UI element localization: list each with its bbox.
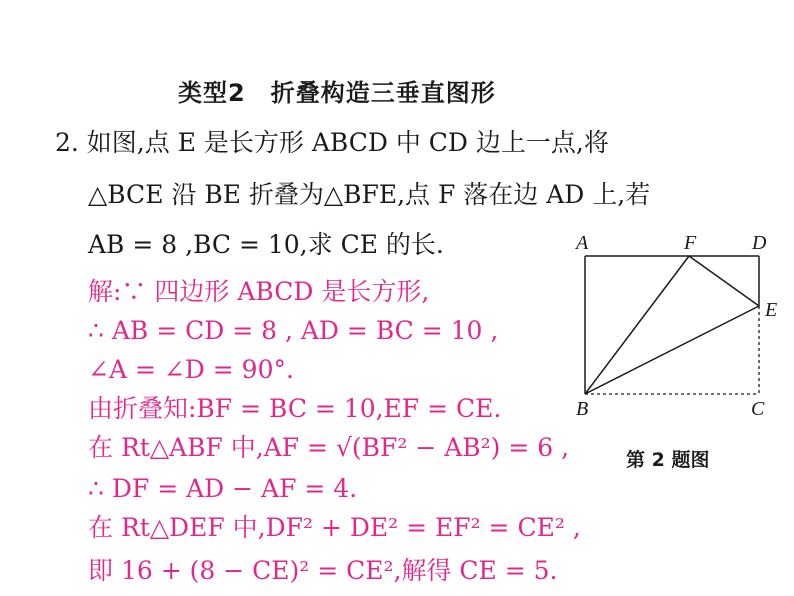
label-c: C <box>751 398 765 420</box>
solution-line-5: 在 Rt△ABF 中,AF = √(BF² − AB²) = 6 , <box>88 433 570 462</box>
problem-line-2: △BCE 沿 BE 折叠为△BFE,点 F 落在边 AD 上,若 <box>88 180 651 209</box>
solution-line-1: 解:∵ 四边形 ABCD 是长方形, <box>88 277 430 306</box>
problem-line-1: 2. 如图,点 E 是长方形 ABCD 中 CD 边上一点,将 <box>55 128 609 157</box>
solution-line-4: 由折叠知:BF = BC = 10,EF = CE. <box>88 394 502 423</box>
solution-line-7: 在 Rt△DEF 中,DF² + DE² = EF² = CE² , <box>88 513 581 542</box>
solution-line-8: 即 16 + (8 − CE)² = CE²,解得 CE = 5. <box>88 556 558 585</box>
problem-line-3: AB = 8 ,BC = 10,求 CE 的长. <box>88 230 444 259</box>
label-d: D <box>752 232 767 254</box>
solution-line-3: ∠A = ∠D = 90°. <box>88 355 294 384</box>
section-title: 类型2 折叠构造三垂直图形 <box>178 79 496 107</box>
label-e: E <box>765 299 778 321</box>
label-b: B <box>576 398 589 420</box>
segment-be <box>585 306 759 394</box>
solution-line-2: ∴ AB = CD = 8 , AD = BC = 10 , <box>88 316 499 345</box>
segment-bf <box>585 256 689 394</box>
figure-caption: 第 2 题图 <box>626 449 710 471</box>
label-f: F <box>684 232 697 254</box>
solution-line-6: ∴ DF = AD − AF = 4. <box>88 474 358 503</box>
segment-fe <box>689 256 759 306</box>
label-a: A <box>576 232 589 254</box>
